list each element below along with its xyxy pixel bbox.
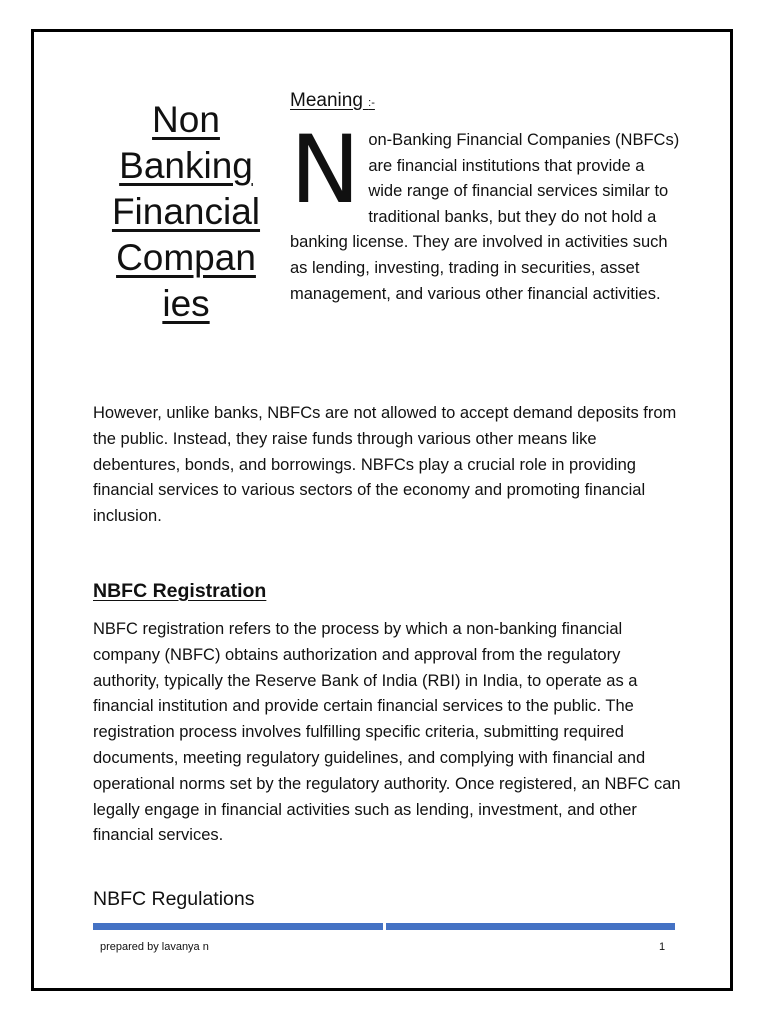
meaning-heading [290, 88, 375, 116]
footer-prepared-by: prepared by lavanya n [100, 941, 209, 953]
meaning-paragraph [290, 116, 682, 307]
document-title [98, 97, 274, 327]
drop-cap: N [290, 116, 361, 225]
regulations-heading: NBFC Regulations [93, 888, 255, 910]
registration-paragraph: NBFC registration refers to the process by which a non-banking financial company (NBFC) obtains authorization and approval from the regulatory authority, typically the Reserve Bank of India (RBI) in India, to operate as a financial institution and provide certain financial services to the public. The registration process involves fulfilling specific criteria, submitting required documents, meeting regulatory guidelines, and complying with financial and operational norms set by the regulatory authority. Once registered, an NBFC can legally engage in financial activities such as lending, investment, and other financial services. [93, 620, 681, 845]
footer-page-number: 1 [659, 941, 666, 953]
however-paragraph: However, unlike banks, NBFCs are not allowed to accept demand deposits from the public. Instead, they raise funds through various other means like debentures, bonds, and borrowings. NBFCs play a crucial role in providing financial services to various sectors of the economy and promoting financial inclusion. [93, 404, 677, 526]
footer-bar-right [386, 923, 675, 930]
footer-bar-left [93, 923, 383, 930]
meaning-text: on-Banking Financial Companies (NBFCs) are financial institutions that provide a wide range of financial services similar to traditional banks, but they do not hold a banking license. They are involved in activities such as lending, investing, trading in securities, asset management, and various other financial activities. [290, 131, 680, 303]
title-line: Compan [116, 237, 256, 278]
meaning-heading-text: Meaning [290, 90, 363, 111]
title-line: Financial [111, 191, 261, 232]
meaning-heading-suffix: :- [368, 97, 375, 109]
registration-heading: NBFC Registration [93, 580, 267, 602]
title-line: ies [162, 283, 210, 324]
title-line: Non [152, 99, 220, 140]
title-line: Banking [119, 145, 253, 186]
